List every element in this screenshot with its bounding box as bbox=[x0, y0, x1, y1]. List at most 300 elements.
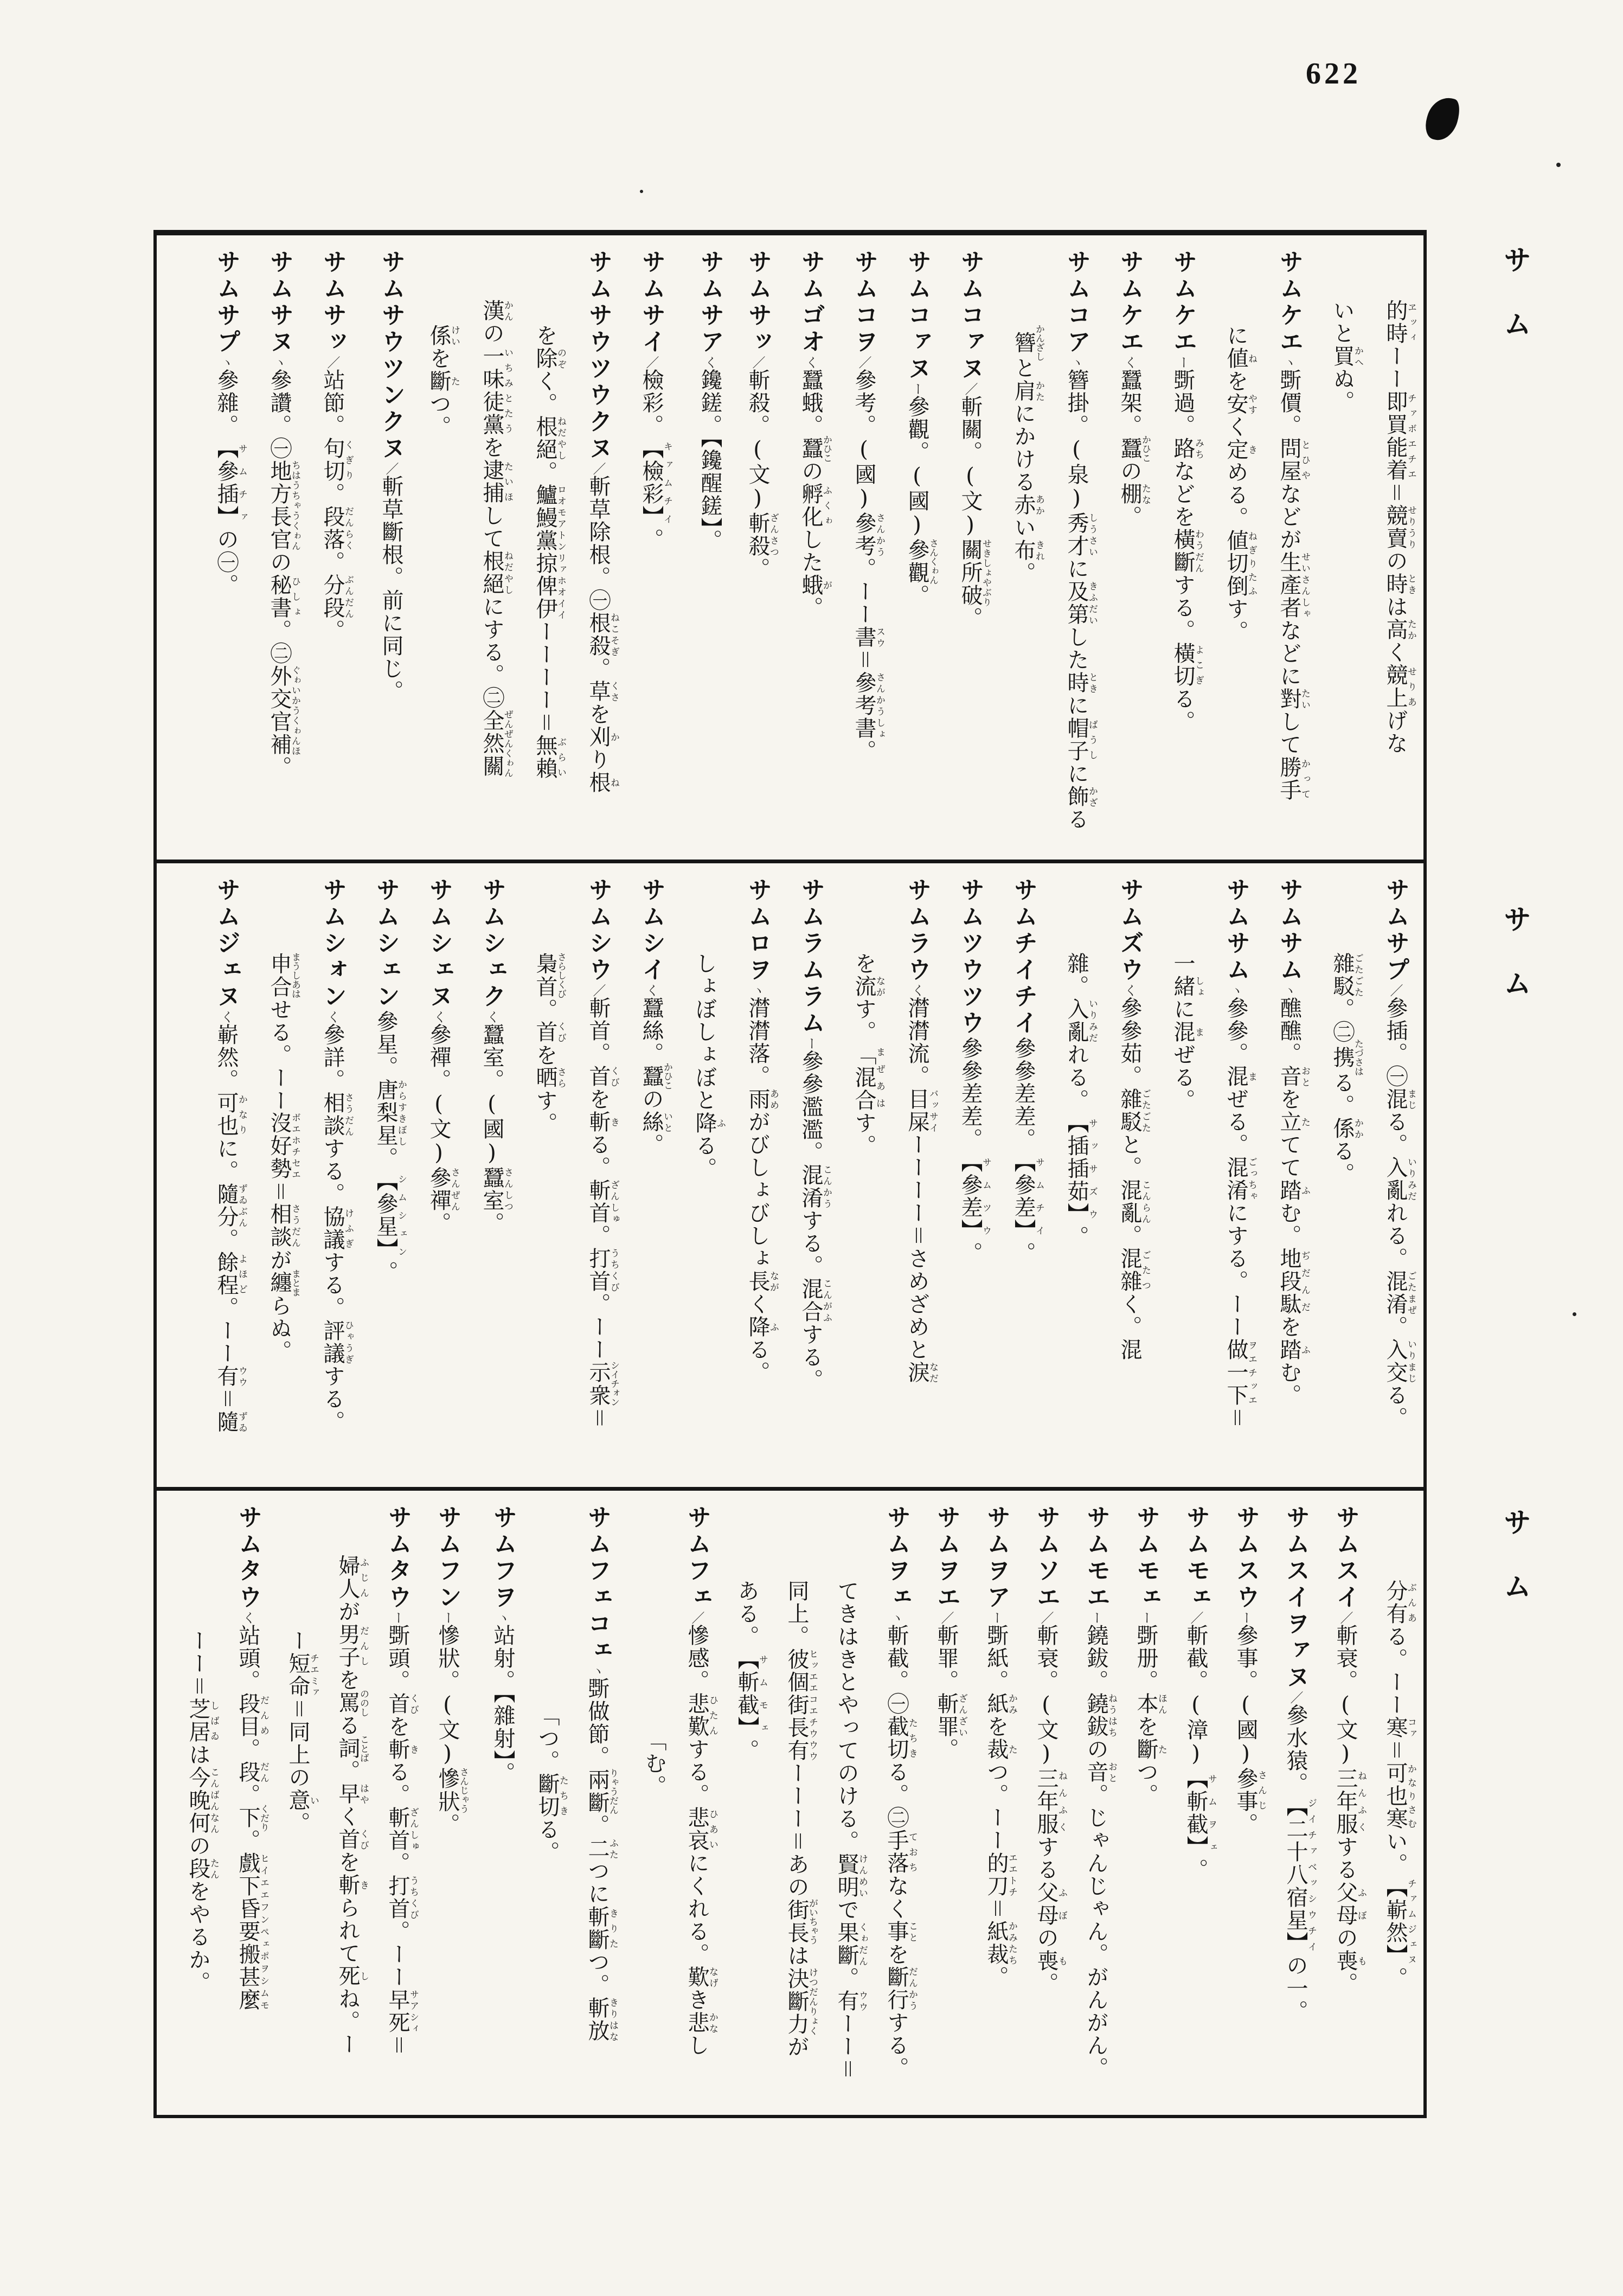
ruby-annotated-word: 裁た bbox=[984, 1738, 1017, 1761]
ruby-annotated-word: 餘程よほど bbox=[214, 1250, 247, 1297]
tone-mark: ／ bbox=[750, 356, 765, 369]
tone-mark: ヽ bbox=[495, 1611, 510, 1625]
furigana: ふ bbox=[715, 1111, 726, 1134]
furigana: いりまじ bbox=[1406, 1338, 1416, 1384]
furigana: だん bbox=[258, 1761, 269, 1784]
ruby-annotated-word: 相談さうだん bbox=[267, 1203, 300, 1249]
furigana: しうさい bbox=[1087, 512, 1098, 557]
furigana: シムシェン bbox=[396, 1169, 407, 1261]
definition-text: 參參濫濫。混淆こんかうする。混合こんがふする。 bbox=[798, 1049, 832, 1391]
ruby-annotated-word: 隨分ずゐぶん bbox=[214, 1182, 247, 1228]
ruby-annotated-word: 時とき bbox=[1064, 671, 1098, 694]
entry-column bbox=[668, 1505, 717, 2101]
entry-column bbox=[194, 249, 247, 845]
furigana: ヱッィ bbox=[1406, 299, 1416, 345]
ruby-annotated-word: 首くび bbox=[385, 1692, 419, 1716]
furigana: さんじ bbox=[1256, 1767, 1267, 1813]
furigana: た bbox=[449, 370, 460, 393]
furigana: かへ bbox=[1352, 345, 1363, 368]
ruby-annotated-word: 的時ヱッィ bbox=[1383, 299, 1416, 345]
ruby-annotated-word: 喪も bbox=[1333, 1949, 1367, 1973]
ruby-annotated-word: 地段駄ぢだんだ bbox=[1276, 1247, 1310, 1316]
ruby-annotated-word: 橫切よこぎ bbox=[1170, 642, 1204, 688]
tone-mark: ヽ bbox=[750, 983, 765, 997]
ruby-annotated-word: 根絕ねだやし bbox=[533, 415, 566, 461]
entry-column bbox=[459, 877, 512, 1473]
furigana: ふぼ bbox=[1356, 1881, 1367, 1927]
definition-text: 慘狀。(文)慘狀さんじゃう。 bbox=[435, 1624, 469, 1836]
ruby-annotated-word: 外交官補ぐゎいかうくゎんほ bbox=[267, 665, 300, 756]
ruby-annotated-word: 雜駁ごたごた bbox=[1330, 952, 1363, 998]
ruby-annotated-word: 今晚何こんばんなん bbox=[185, 1766, 219, 1835]
definition-text: 「つ。斷切たちきる。 bbox=[535, 1704, 568, 1864]
ruby-annotated-word: 紙かみ bbox=[984, 1692, 1017, 1716]
definition-text: 分有ぶんある。ーー寒コァ＝可也寒かなりさむい。【嶄然】チァムジェヌ。 bbox=[1383, 1580, 1416, 1990]
definition-text: 斬關。(文)關所破せきしょやぶり。 bbox=[958, 395, 991, 630]
furigana: いりみだ bbox=[1087, 997, 1098, 1043]
ruby-annotated-word: 根絕ねだやし bbox=[479, 550, 513, 595]
furigana: こんがふ bbox=[821, 1277, 832, 1323]
page-frame bbox=[153, 230, 1427, 2118]
tone-mark: く bbox=[644, 983, 659, 997]
ruby-annotated-word: 果斷くゎだん bbox=[834, 1921, 868, 1967]
ruby-annotated-word: 棚たな bbox=[1117, 483, 1151, 505]
ruby-annotated-word: 可也かなり bbox=[214, 1091, 247, 1137]
ruby-annotated-word: 首くび bbox=[586, 1064, 619, 1088]
entry-column bbox=[300, 249, 353, 845]
tone-mark: く bbox=[219, 1010, 234, 1023]
margin-guide-word-top: サム bbox=[1498, 245, 1531, 373]
headword-katakana: サムヲア bbox=[983, 1505, 1010, 1612]
furigana: ね bbox=[608, 771, 619, 794]
furigana: ふ bbox=[768, 1315, 779, 1338]
furigana: だんかう bbox=[907, 1966, 918, 2012]
ruby-annotated-word: 定き bbox=[1223, 438, 1257, 461]
furigana: あか bbox=[1034, 493, 1044, 516]
ruby-annotated-word: 死し bbox=[335, 1965, 369, 1988]
furigana: さんかう bbox=[874, 512, 885, 557]
definition-text: 鐃鈸。鐃鈸ねうはちの音おと。じゃんじゃん。がんがん。 bbox=[1083, 1624, 1117, 2080]
ruby-annotated-word: 悲歎ひたん bbox=[684, 1692, 718, 1739]
furigana: よほど bbox=[236, 1250, 247, 1297]
headword-katakana: サムシイ bbox=[638, 877, 665, 984]
tone-mark: ー bbox=[390, 1611, 405, 1625]
ruby-annotated-word: 對たい bbox=[1276, 688, 1310, 710]
furigana: ヲエチッエ bbox=[1246, 1338, 1257, 1407]
headword-katakana: サムフヲ bbox=[489, 1505, 517, 1612]
entry-column bbox=[619, 249, 672, 845]
tone-mark: ／ bbox=[1388, 983, 1403, 997]
furigana: なげ bbox=[707, 1966, 718, 1989]
furigana: ねぎりたふ bbox=[1246, 529, 1257, 598]
ruby-annotated-word: 無賴ぶらい bbox=[533, 734, 566, 780]
ruby-annotated-word: 首くび bbox=[335, 1828, 369, 1851]
furigana: くぎり bbox=[343, 437, 354, 483]
furigana: ウウ bbox=[236, 1364, 247, 1388]
furigana: かみ bbox=[1006, 1692, 1017, 1716]
ruby-annotated-word: 可也寒かなりさむ bbox=[1383, 1762, 1416, 1831]
tone-mark: ／ bbox=[591, 983, 606, 997]
ruby-annotated-word: 混合こんがふ bbox=[798, 1277, 832, 1323]
ruby-annotated-word: 本ほん bbox=[1133, 1692, 1167, 1716]
entry-column bbox=[566, 249, 619, 845]
definition-text: 蠶絲。蠶かひこの絲いと。 bbox=[639, 996, 672, 1156]
ruby-annotated-word: 値切倒ねぎりたふ bbox=[1223, 529, 1257, 598]
furigana: まぜあは bbox=[874, 1043, 885, 1112]
definition-text: しょぼしょぼと降ふる。 bbox=[692, 952, 726, 1180]
entry-column bbox=[468, 1505, 518, 2101]
ruby-annotated-word: 首くび bbox=[533, 1021, 566, 1044]
furigana: なが bbox=[874, 974, 885, 998]
ruby-annotated-word: 地方長官ちはうちゃうくゎん bbox=[267, 460, 300, 551]
furigana: きふだい bbox=[1087, 580, 1098, 626]
furigana: き bbox=[408, 1738, 419, 1761]
ruby-annotated-word: 時とき bbox=[1383, 573, 1416, 595]
ruby-annotated-word: 街長がいちゃう bbox=[784, 1899, 818, 1945]
ruby-annotated-word: 婦人ふじん bbox=[335, 1555, 369, 1601]
furigana: エエトチ bbox=[1006, 1852, 1017, 1898]
furigana: うちくび bbox=[408, 1875, 419, 1921]
tone-mark: ー bbox=[1088, 1611, 1104, 1625]
ruby-annotated-word: 一味徒黨いちみとたう bbox=[479, 345, 513, 436]
furigana: さんかうしょ bbox=[874, 671, 885, 740]
headword-katakana: サムケエ bbox=[1169, 249, 1197, 356]
definition-text: いと買かへぬ。 bbox=[1330, 299, 1363, 413]
furigana: ね bbox=[1246, 347, 1257, 370]
furigana: ずゐ bbox=[236, 1410, 247, 1433]
ruby-annotated-word: 悲かな bbox=[684, 2011, 718, 2035]
continuation-column bbox=[512, 877, 566, 1473]
ruby-annotated-word: 安やす bbox=[1223, 393, 1257, 415]
ruby-annotated-word: 目屎バッサイ bbox=[904, 1087, 938, 1133]
furigana: かひこ bbox=[821, 434, 832, 463]
furigana: こんらん bbox=[1140, 1178, 1151, 1224]
furigana: はや bbox=[358, 1782, 369, 1806]
definition-text: 參星。唐梨星からすきぼし。【參星】シムシェン。 bbox=[373, 1010, 407, 1284]
ruby-annotated-word: 父母ふぼ bbox=[1034, 1881, 1067, 1927]
definition-text: 梟首さらしくび。首くびを晒さらす。 bbox=[533, 952, 566, 1135]
ruby-annotated-word: 斬首ざんしゅ bbox=[385, 1806, 419, 1852]
ruby-annotated-word: 短命チエミァ bbox=[285, 1652, 319, 1698]
furigana: こんかう bbox=[821, 1163, 832, 1209]
tone-mark: ／ bbox=[325, 356, 340, 369]
entry-column bbox=[368, 1505, 418, 2101]
furigana: ねこそぎ bbox=[608, 612, 619, 657]
continuation-column bbox=[817, 1505, 867, 2101]
headword-katakana: サムケエ bbox=[1116, 249, 1144, 356]
furigana: かな bbox=[707, 2011, 718, 2035]
furigana: い bbox=[308, 1789, 319, 1812]
headword-katakana: サムサヌ bbox=[266, 249, 293, 356]
definition-text: 申合まうしあはせる。ーー沒好勢ボエホチセエ＝相談さうだんが纏まとまらぬ。 bbox=[267, 952, 300, 1363]
ruby-annotated-word: 意い bbox=[285, 1789, 319, 1812]
ruby-annotated-word: 斷行だんかう bbox=[884, 1966, 918, 2012]
definition-text: 潸潸落。雨あめがびしょびしょ長ながく降ふる。 bbox=[745, 996, 779, 1384]
ruby-annotated-word: 値ね bbox=[1223, 347, 1257, 370]
continuation-column bbox=[1203, 249, 1256, 845]
continuation-column bbox=[268, 1505, 318, 2101]
ruby-annotated-word: 罵ののし bbox=[335, 1689, 369, 1717]
ruby-annotated-word: 刈か bbox=[586, 726, 619, 748]
furigana: こと bbox=[907, 1920, 918, 1944]
furigana: うちくび bbox=[608, 1247, 619, 1293]
headword-katakana: サムコァヌ bbox=[957, 249, 984, 382]
ruby-annotated-word: 蠶かひこ bbox=[1117, 434, 1151, 463]
tone-mark: ー bbox=[1238, 1611, 1253, 1625]
entry-column bbox=[884, 877, 938, 1473]
tone-mark: く bbox=[803, 356, 818, 369]
ruby-annotated-word: 三年服ねんふく bbox=[1333, 1767, 1367, 1836]
ruby-annotated-word: 蠶室さんしつ bbox=[479, 1166, 513, 1212]
furigana: サムチァ bbox=[236, 437, 247, 528]
furigana: チァムジェヌ bbox=[1406, 1876, 1416, 1967]
definition-text: 蠶蛾。蠶かひこの孵化ふくゎした蛾が。 bbox=[798, 369, 832, 619]
definition-text: 一緒しょに混まぜる。 bbox=[1170, 952, 1204, 1112]
ruby-annotated-word: 【嶄然】チァムジェヌ bbox=[1383, 1876, 1416, 1967]
ruby-annotated-word: 音おと bbox=[1083, 1761, 1117, 1784]
definition-text: 參參茹。雜駁ごたごたと。混亂こんらん。混雜ごたつく。混 bbox=[1117, 996, 1151, 1361]
furigana: りゃうだん bbox=[607, 1768, 618, 1815]
ruby-annotated-word: 參考書さんかうしょ bbox=[851, 671, 885, 740]
entry-column bbox=[831, 249, 884, 845]
furigana: ふ bbox=[1299, 1178, 1310, 1202]
entry-column bbox=[938, 877, 991, 1473]
ruby-annotated-word: 赤あか bbox=[1011, 493, 1044, 516]
headword-katakana: サムタウ bbox=[384, 1505, 412, 1612]
ruby-annotated-word: 下くだり bbox=[235, 1804, 269, 1832]
entry-column bbox=[1017, 1505, 1067, 2101]
furigana: しょ bbox=[1193, 974, 1204, 998]
entry-column bbox=[1266, 1505, 1316, 2101]
entry-column bbox=[353, 877, 406, 1473]
ink-speck bbox=[640, 190, 643, 193]
tone-mark: ー bbox=[909, 382, 925, 395]
furigana: ジイチァベッシウチイ bbox=[1306, 1795, 1317, 1955]
ruby-annotated-word: 申合まうしあは bbox=[267, 952, 300, 998]
furigana: あめ bbox=[768, 1087, 779, 1111]
definition-text: 漢かんの一味徒黨いちみとたうを逮捕たいほして根絕ねだやしにする。㊁全然關ぜんぜんくゎん bbox=[479, 299, 513, 778]
furigana: さうだん bbox=[290, 1203, 300, 1249]
furigana: おと bbox=[1299, 1064, 1310, 1088]
definition-text: 醮醮。音おとを立たてて踏ふむ。地段駄ぢだんだを踏ふむ。 bbox=[1276, 996, 1310, 1407]
headword-katakana: サムシェヌ bbox=[425, 877, 453, 1010]
headword-katakana: サムフェコェ bbox=[583, 1505, 611, 1665]
ruby-annotated-word: 高たか bbox=[1383, 618, 1416, 641]
ink-speck bbox=[1556, 163, 1561, 167]
furigana: まとま bbox=[290, 1268, 300, 1297]
tone-mark: ヽ bbox=[219, 356, 234, 369]
definition-text: 站頭。段目だんめ。段だん。下くだり。戲下昏要搬甚麼ヒイエエフンペェポヲシムモ bbox=[235, 1624, 269, 2012]
furigana: ねだやし bbox=[502, 550, 513, 595]
definition-text: 潸潸流。目屎バッサイーーーー＝さめざめと淚なだ bbox=[904, 996, 938, 1384]
tone-mark: く bbox=[702, 356, 717, 369]
ruby-annotated-word: 沒好勢ボエホチセエ bbox=[267, 1112, 300, 1181]
tone-mark: ／ bbox=[963, 382, 978, 395]
furigana: たい bbox=[1299, 688, 1310, 710]
furigana: だんめ bbox=[258, 1692, 269, 1739]
definition-text: 蠶架。蠶かひこの棚たな。 bbox=[1117, 369, 1151, 528]
furigana: くだり bbox=[258, 1804, 269, 1832]
ruby-annotated-word: 入亂いりみだ bbox=[1383, 1156, 1416, 1202]
furigana: きれ bbox=[1034, 539, 1044, 562]
entry-column bbox=[725, 877, 778, 1473]
entry-column bbox=[353, 249, 406, 845]
ruby-annotated-word: 混ま bbox=[1170, 1020, 1204, 1043]
tone-mark: く bbox=[240, 1611, 255, 1625]
furigana: サムヲェ bbox=[1206, 1767, 1217, 1859]
ruby-annotated-word: 踏ふ bbox=[1276, 1338, 1310, 1361]
ruby-annotated-word: 帽子ばうし bbox=[1064, 717, 1098, 762]
headword-katakana: サムモエ bbox=[1082, 1505, 1110, 1612]
ruby-annotated-word: 歎なげ bbox=[684, 1966, 718, 1989]
tone-mark: ／ bbox=[591, 462, 606, 475]
ruby-annotated-word: 携たづさは bbox=[1330, 1038, 1363, 1076]
ruby-annotated-word: 段たん bbox=[185, 1857, 219, 1881]
ruby-annotated-word: 父母ふぼ bbox=[1333, 1881, 1367, 1927]
furigana: チァボエチエ bbox=[1406, 390, 1416, 482]
furigana: ふ bbox=[1299, 1338, 1310, 1361]
definition-text: 站節。句切くぎり。段落だんらく。分段ぶんだん。 bbox=[320, 369, 354, 642]
ruby-annotated-word: 【參差】サムツウ bbox=[958, 1150, 991, 1242]
ruby-annotated-word: 入交いりまじ bbox=[1383, 1338, 1416, 1384]
furigana: ひゃうぎ bbox=[343, 1319, 354, 1365]
ruby-annotated-word: 兩斷りゃうだん bbox=[585, 1768, 618, 1815]
ruby-annotated-word: 肩かた bbox=[1011, 380, 1044, 402]
continuation-column bbox=[1363, 249, 1416, 845]
ruby-annotated-word: 漢かん bbox=[479, 299, 513, 322]
tone-mark: く bbox=[1122, 983, 1137, 997]
ruby-annotated-word: 句切くぎり bbox=[320, 437, 354, 483]
ruby-annotated-word: 除のぞ bbox=[533, 347, 566, 370]
definition-text: に値ねを安やすく定きめる。値切倒ねぎりたふす。 bbox=[1223, 324, 1257, 643]
furigana: き bbox=[358, 1874, 369, 1897]
furigana: くび bbox=[608, 1064, 619, 1088]
furigana: かみたち bbox=[1006, 1920, 1017, 1966]
ruby-annotated-word: 斬き bbox=[586, 1110, 619, 1133]
definition-text: 參參。混まぜる。混淆ごっちゃにする。ーー做一下ヲエチッエ＝ bbox=[1223, 996, 1257, 1429]
furigana: サアシィ bbox=[408, 1989, 419, 2035]
entry-column bbox=[247, 249, 300, 845]
tone-mark: ／ bbox=[1288, 1691, 1303, 1704]
furigana: ぢだんだ bbox=[1299, 1247, 1310, 1316]
furigana: き bbox=[1246, 438, 1257, 461]
ruby-annotated-word: 係かか bbox=[1330, 1117, 1363, 1140]
headword-katakana: サムツウツウ bbox=[957, 877, 984, 1037]
definition-text: 斲做節。兩斷りゃうだん。二ふたつに斬斷きりたつ。斬放きりはな bbox=[585, 1677, 618, 2042]
entry-column bbox=[1097, 877, 1150, 1473]
ruby-annotated-word: 生產者せいさんしゃ bbox=[1276, 551, 1310, 619]
furigana: かひこ bbox=[662, 1062, 672, 1091]
ruby-annotated-word: 參禪さんぜん bbox=[426, 1166, 460, 1212]
ruby-annotated-word: 根殺ねこそぎ bbox=[586, 612, 619, 657]
ruby-annotated-word: 蠶かひこ bbox=[639, 1062, 672, 1091]
ruby-annotated-word: 書スウ bbox=[851, 626, 885, 649]
furigana: キァムチイ bbox=[662, 437, 672, 528]
furigana: まじ bbox=[1406, 1087, 1416, 1111]
continuation-column bbox=[459, 249, 512, 845]
entry-column bbox=[568, 1505, 618, 2101]
tone-mark: ／ bbox=[689, 1611, 704, 1625]
headword-katakana: サムヲエ bbox=[933, 1505, 960, 1612]
ruby-annotated-word: 鐃鈸ねうはち bbox=[1083, 1692, 1117, 1739]
ruby-annotated-word: 慘狀さんじゃう bbox=[435, 1767, 469, 1814]
entry-column bbox=[1150, 249, 1203, 845]
furigana: かん bbox=[502, 299, 513, 322]
furigana: ごたごた bbox=[1352, 952, 1363, 998]
furigana: た bbox=[1299, 1110, 1310, 1133]
definition-text: てきはきとやってのける。賢明けんめいで果斷くゎだん。有ウウーー＝ bbox=[834, 1580, 868, 2081]
tone-mark: ヽ bbox=[1069, 356, 1084, 369]
ruby-annotated-word: 斷た bbox=[1133, 1738, 1167, 1761]
continuation-column bbox=[1310, 877, 1363, 1473]
ruby-annotated-word: 競上せりあ bbox=[1383, 664, 1416, 709]
ruby-annotated-word: 緒しょ bbox=[1170, 974, 1204, 998]
furigana: ねんふく bbox=[1356, 1767, 1367, 1836]
definition-text: 參讚。㊀地方長官ちはうちゃうくゎんの秘書ひしょ。㊁外交官補ぐゎいかうくゎんほ。 bbox=[267, 369, 300, 779]
furigana: けい bbox=[449, 324, 460, 347]
furigana: ねんふく bbox=[1056, 1767, 1067, 1836]
furigana: ひあい bbox=[707, 1806, 718, 1852]
headword-katakana: サムモェ bbox=[1132, 1505, 1160, 1612]
continuation-column bbox=[169, 1505, 219, 2101]
ruby-annotated-word: 斬き bbox=[385, 1738, 419, 1761]
furigana: しばゐ bbox=[208, 1698, 219, 1744]
furigana: か bbox=[608, 726, 619, 748]
furigana: けふぎ bbox=[343, 1205, 354, 1251]
ruby-annotated-word: 雨あめ bbox=[745, 1087, 779, 1111]
ruby-annotated-word: 二ふた bbox=[585, 1837, 618, 1860]
definition-text: 斲價。問屋とひやなどが生產者せいさんしゃなどに對たいして勝手かって bbox=[1276, 369, 1310, 801]
furigana: やす bbox=[1246, 393, 1257, 415]
ruby-annotated-word: 賢明けんめい bbox=[834, 1853, 868, 1899]
entry-column bbox=[1166, 1505, 1216, 2101]
ruby-annotated-word: 早はや bbox=[335, 1782, 369, 1806]
furigana: だんらく bbox=[343, 505, 354, 551]
furigana: ふぼ bbox=[1056, 1881, 1067, 1927]
ruby-annotated-word: 逮捕たいほ bbox=[479, 459, 513, 504]
definition-text: 參參差差。【參差】サムチイ。 bbox=[1011, 1036, 1044, 1265]
headword-katakana: サムズウ bbox=[1116, 877, 1144, 984]
ruby-annotated-word: 斷切たちき bbox=[535, 1773, 568, 1819]
ruby-annotated-word: 芝居しばゐ bbox=[185, 1698, 219, 1744]
definition-text: 「む。 bbox=[641, 1729, 666, 1798]
furigana: し bbox=[358, 1965, 369, 1988]
furigana: かって bbox=[1299, 756, 1310, 801]
tone-mark: ヽ bbox=[1281, 356, 1297, 369]
headword-katakana: サムサプ bbox=[213, 249, 240, 356]
ruby-annotated-word: 關所破せきしょやぶり bbox=[958, 538, 991, 607]
ruby-annotated-word: 【參差】サムチイ bbox=[1011, 1150, 1044, 1242]
headword-katakana: サムシェン bbox=[372, 877, 400, 1010]
ruby-annotated-word: 斬放きりはな bbox=[585, 1996, 618, 2042]
furigana: さんぜん bbox=[449, 1166, 460, 1212]
ruby-annotated-word: 混ま bbox=[1223, 1064, 1257, 1088]
entry-column bbox=[991, 877, 1044, 1473]
definition-text: 參考。(國)參考さんかう。ーー書スウ＝參考書さんかうしょ。 bbox=[851, 369, 885, 762]
ruby-annotated-word: 三年服ねんふく bbox=[1034, 1767, 1067, 1836]
ruby-annotated-word: 斷た bbox=[426, 370, 460, 393]
ruby-annotated-word: 混亂こんらん bbox=[1117, 1178, 1151, 1224]
page-number: 622 bbox=[1306, 57, 1361, 91]
furigana: ま bbox=[1193, 1020, 1204, 1043]
furigana: ま bbox=[1246, 1064, 1257, 1088]
dictionary-band-top bbox=[157, 235, 1423, 860]
ruby-annotated-word: 全然關ぜんぜんくゎん bbox=[479, 709, 513, 778]
furigana: とき bbox=[1406, 573, 1416, 595]
continuation-column bbox=[247, 877, 300, 1473]
ruby-annotated-word: 斬殺ざんさつ bbox=[745, 512, 779, 557]
furigana: たな bbox=[1140, 483, 1151, 505]
